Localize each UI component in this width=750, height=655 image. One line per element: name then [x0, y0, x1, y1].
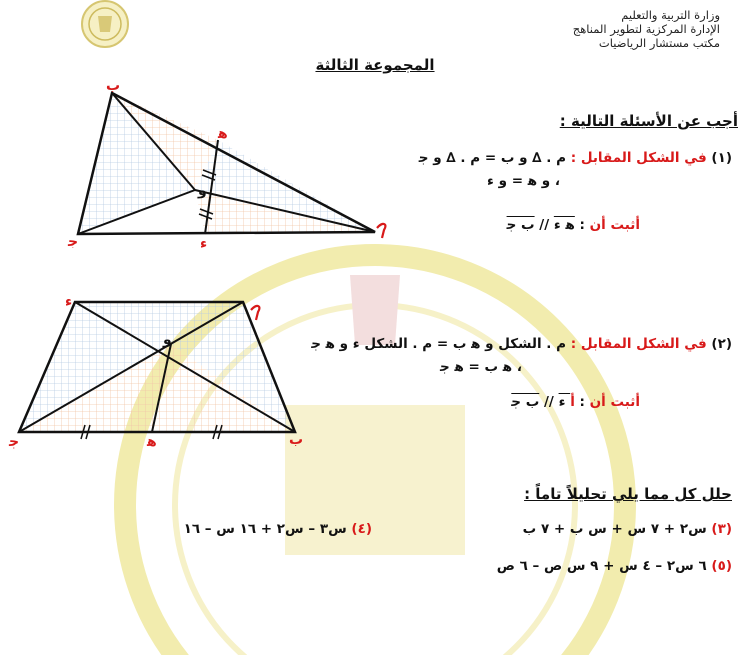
q1-text: م . ∆ ﻭ ﺏ = م . ∆ ﻭ ﺟ [418, 150, 567, 166]
fig2-vertex-j: ﺟ [9, 434, 20, 450]
ministry-name: وزارة التربية والتعليم [621, 8, 720, 22]
q2-given-2: ، ﻫ ﺏ = ﻫ ﺟ [440, 359, 522, 375]
question-4 [184, 521, 372, 537]
question-3 [523, 521, 732, 537]
q3-text: س٢ + ٧ س + س ب + ٧ ب [522, 521, 707, 537]
q4-text: س٣ – س٢ + ١٦ س – ١٦ [183, 521, 347, 537]
q5-number: (٥) [711, 558, 732, 574]
q1-parallel: // [539, 217, 550, 233]
page-title: المجموعة الثالثة [315, 56, 435, 74]
question-5 [497, 558, 732, 574]
q1-prove: أثبت أن : ﻫ ﺀ // ﺏ ﺟ [506, 217, 640, 233]
fig2-vertex-h: ﻫ [147, 434, 157, 450]
q5-text: ٦ س٢ – ٤ س + ٩ س ص – ٦ ص [496, 558, 707, 574]
ministry-header [573, 8, 720, 50]
q3-number: (٣) [711, 521, 732, 537]
q2-number: (٢) [711, 336, 732, 352]
q1-number: (١) [711, 150, 732, 166]
q2-lead: في الشكل المقابل : [570, 336, 707, 352]
section-heading-answer: أجب عن الأسئلة التالية : [559, 112, 738, 130]
q2-segment-2: ﺏ ﺟ [511, 394, 540, 410]
fig2-vertex-b: ب [289, 432, 304, 448]
q1-prove-label: أثبت أن [589, 217, 640, 233]
fig1-vertex-w: و [198, 183, 207, 199]
fig2-vertex-w: و [163, 332, 172, 348]
question-1 [419, 150, 732, 166]
section-heading-factorize: حلل كل مما يلي تحليلاً تاماً : [524, 485, 732, 503]
figure-2-trapezoid [5, 292, 315, 452]
fig1-vertex-d: ﺀ [200, 236, 208, 248]
office-name: مكتب مستشار الرياضيات [598, 36, 720, 50]
q2-parallel: // [544, 394, 554, 410]
ministry-logo [70, 0, 140, 52]
fig1-vertex-h: ﻫ [218, 126, 228, 142]
q1-lead: في الشكل المقابل : [570, 150, 707, 166]
q2-text: م . الشكل ﻭ ﻫ ﺏ = م . الشكل ﺀ ﻭ ﻫ ﺟ [311, 336, 567, 352]
q2-prove-label: أثبت أن [589, 394, 640, 410]
q1-segment-2: ﺏ ﺟ [506, 217, 535, 233]
q2-prove: أثبت أن : ﺃ ﺀ // ﺏ ﺟ [511, 394, 640, 410]
fig2-vertex-d: ﺀ [65, 294, 73, 310]
question-2 [311, 336, 732, 352]
q1-segment-1: ﻫ ﺀ [553, 217, 575, 233]
q1-given-2: ، ﻭ ﻫ = ﻭ ﺀ [487, 173, 560, 189]
department-name: الإدارة المركزية لتطوير المناهج [572, 22, 720, 36]
q2-segment-1: ﺃ ﺀ [558, 394, 575, 410]
fig1-vertex-b: ب [106, 78, 121, 94]
fig1-vertex-j: ﺟ [68, 234, 79, 248]
figure-1-triangle [40, 78, 400, 248]
q4-number: (٤) [351, 521, 372, 537]
